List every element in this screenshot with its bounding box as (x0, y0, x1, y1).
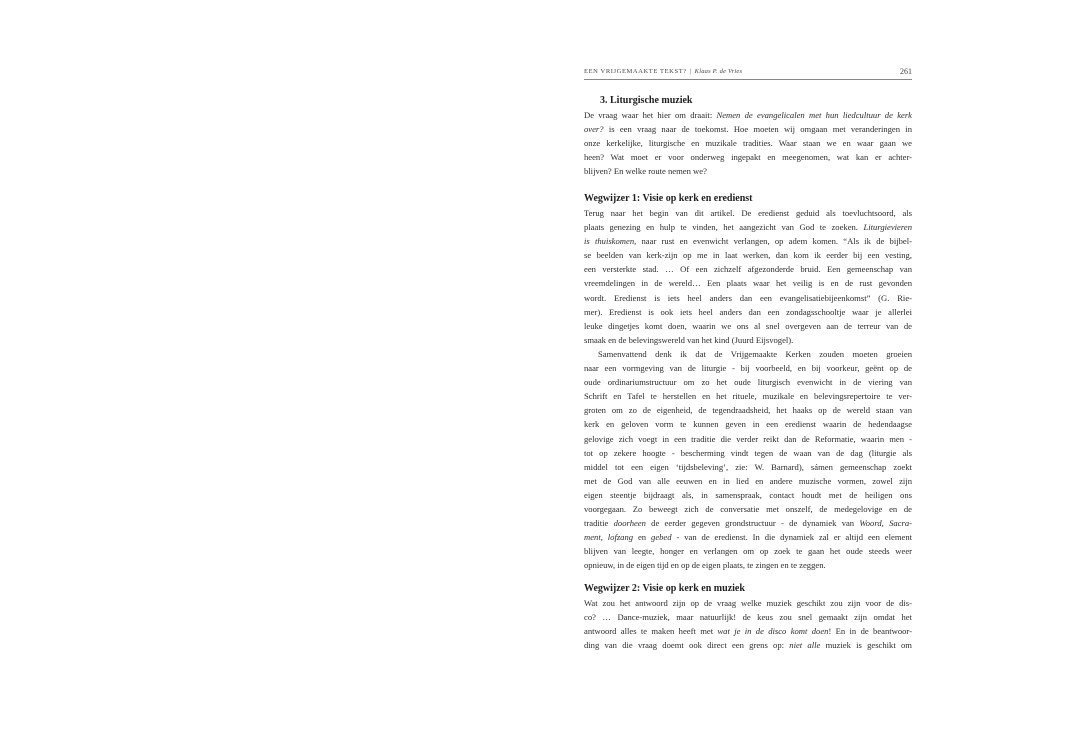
text-line (584, 610, 912, 624)
italic-text: Woord, Sacra- (859, 518, 912, 529)
italic-text: ment, lofzang (584, 532, 634, 543)
text-line (584, 638, 912, 652)
text-line (584, 248, 912, 262)
italic-text: doorheen (613, 518, 646, 529)
text-run: ! En in de beantwoor- (828, 626, 912, 637)
running-head (584, 66, 912, 80)
text-line (584, 150, 912, 164)
text-line (584, 474, 912, 488)
text-line (584, 558, 912, 572)
italic-text: niet alle (789, 640, 821, 651)
text-run: wordt. Eredienst is iets heel anders dan een evangelisatiebijeenkomst” (G. Rie- (584, 292, 912, 303)
text-run: leuke dingetjes komt doen, waarin we ons al snel overgeven aan de terreur van de (584, 320, 912, 331)
italic-text: over? (584, 124, 604, 135)
text-run: - van de eredienst. In die dynamiek zal er altijd een element (671, 532, 913, 543)
running-head-separator: | (689, 68, 692, 75)
text-line (584, 108, 912, 122)
text-line (584, 516, 912, 530)
text-run: de eerder gegeven grondstructuur - de dynamiek van (645, 518, 860, 529)
text-line (584, 544, 912, 558)
text-line (584, 488, 912, 502)
text-run: naar een vormgeving van de liturgie - bij voorbeeld, en bij voorkeur, geënt op de (584, 363, 912, 374)
text-run: blijven van leegte, honger en verlangen om op zoek te gaan het oude steeds weer (584, 546, 912, 557)
text-run: traditie (584, 518, 614, 529)
text-run: voorgegaan. Zo beweegt zich de conversatie met onszelf, de medegelovige en de (584, 503, 912, 514)
text-line (584, 262, 912, 276)
running-head-left (584, 68, 742, 75)
section-heading-wegwijzer-1: Wegwijzer 1: Visie op kerk en eredienst (584, 193, 753, 204)
text-line (584, 206, 912, 220)
italic-text: wat je in de disco komt doen (717, 626, 829, 637)
text-line (584, 596, 912, 610)
section-body-wegwijzer-1 (584, 206, 912, 572)
text-run: Wat zou het antwoord zijn op de vraag welke muziek geschikt zou zijn voor de dis- (584, 598, 912, 608)
text-line (584, 460, 912, 474)
text-run: ding van die vraag doemt ook direct een grens op: (584, 640, 790, 651)
page-number: 261 (900, 67, 912, 76)
text-line (584, 164, 912, 178)
text-line (584, 502, 912, 516)
text-line (584, 403, 912, 417)
text-line (584, 319, 912, 333)
text-line (584, 136, 912, 150)
text-run: Samenvattend denk ik dat de Vrijgemaakte Kerken zouden moeten groeien (598, 348, 912, 359)
text-run: middel tot een eigen ‘tijdsbeleving’, zie: W. Barnard), sámen gemeenschap zoekt (584, 461, 912, 472)
text-line (584, 333, 912, 347)
text-run: Terug naar het begin van dit artikel. De eredienst geduid als toevluchtsoord, als (584, 208, 912, 218)
text-run: tot op zekere hoogte - bescherming vindt tegen de waan van de dag (liturgie als (584, 447, 912, 458)
text-run: onze kerkelijke, liturgische en muzikale tradities. Waar staan we en waar gaan we (584, 138, 912, 149)
text-run: muziek is geschikt om (820, 640, 912, 651)
text-run: heen? Wat moet er voor onderweg ingepakt en meegenomen, wat kan er achter- (584, 152, 912, 163)
text-line (584, 417, 912, 431)
text-run: De vraag waar het hier om draait: (584, 110, 717, 120)
text-run: co? … Dance-muziek, maar natuurlijk! de keus zou snel gemaakt zijn omdat het (584, 612, 912, 623)
text-run: groten om zo de eigenheid, de tegendraadsheid, het haaks op de wereld staan van (584, 405, 912, 416)
text-run: met de God van alle eeuwen en in lied en andere muzische vormen, zowel zijn (584, 475, 912, 486)
text-run: en (633, 532, 652, 543)
text-run: smaak en de belevingswereld van het kind (Juurd Eijsvogel). (584, 334, 794, 345)
text-line (584, 220, 912, 234)
text-run: blijven? En welke route nemen we? (584, 166, 707, 177)
italic-text: Nemen de evangelicalen met hun liedcultuur de kerk (716, 110, 912, 120)
section-body-liturgische-muziek (584, 108, 912, 178)
text-line (584, 291, 912, 305)
text-line (584, 122, 912, 136)
text-run: , naar rust en evenwicht verlangen, op adem komen. “Als ik de bijbel- (634, 236, 912, 247)
text-line (584, 375, 912, 389)
text-line (584, 305, 912, 319)
text-run: vreemdelingen in de wereld… Een plaats waar het veilig is en de rust gevonden (584, 278, 912, 289)
text-run: oude ordinariumstructuur om zo het oude liturgisch evenwicht in de viering van (584, 377, 912, 388)
text-line (584, 234, 912, 248)
text-run: een versterkte stad. … Of een zichzelf afgezonderde bruid. Een gemeenschap van (584, 264, 912, 275)
text-run: is een vraag naar de toekomst. Hoe moeten wij omgaan met veranderingen in (603, 124, 912, 135)
text-line (584, 530, 912, 544)
section-heading-wegwijzer-2: Wegwijzer 2: Visie op kerk en muziek (584, 583, 745, 594)
text-run: plaats genezing en hulp te vinden, het aangezicht van God te zoeken. (584, 222, 864, 233)
text-line (584, 432, 912, 446)
text-line (584, 276, 912, 290)
text-line (584, 389, 912, 403)
text-line (584, 361, 912, 375)
text-run: mer). Eredienst is ook iets heel anders dan een zondagsschooltje waar je allerlei (584, 306, 912, 317)
text-run: kerk en geloven vorm te kunnen geven in een eredienst waarin de hedendaagse (584, 419, 912, 430)
text-run: gelovige zich voegt in een traditie die verder reikt dan de Reformatie, waarin men - (584, 433, 912, 444)
text-line (584, 446, 912, 460)
section-body-wegwijzer-2 (584, 596, 912, 652)
section-heading-liturgische-muziek: 3. Liturgische muziek (600, 95, 693, 106)
text-run: Schrift en Tafel te herstellen en het rituele, muzikale en belevingsrepertoire te ver- (584, 391, 912, 402)
italic-text: gebed (651, 532, 672, 543)
italic-text: is thuiskomen (584, 236, 635, 247)
text-run: eigen steentje bijdraagt als, in samenspraak, contact houdt met de heiligen ons (584, 489, 912, 500)
running-head-author: Klaas P. de Vries (694, 68, 743, 75)
text-line (584, 347, 912, 361)
text-run: opnieuw, in de eigen tijd en op de eigen plaats, te zingen en te zeggen. (584, 560, 826, 571)
italic-text: Liturgievieren (863, 222, 912, 233)
book-page (584, 66, 913, 651)
text-run: se beelden van kerk-zijn op me in laat werken, dan kom ik eerder bij een vesting, (584, 250, 912, 261)
running-head-title: EEN VRIJGEMAAKTE TEKST? (584, 68, 687, 75)
text-run: antwoord alles te maken heeft met (584, 626, 718, 637)
text-line (584, 624, 912, 638)
